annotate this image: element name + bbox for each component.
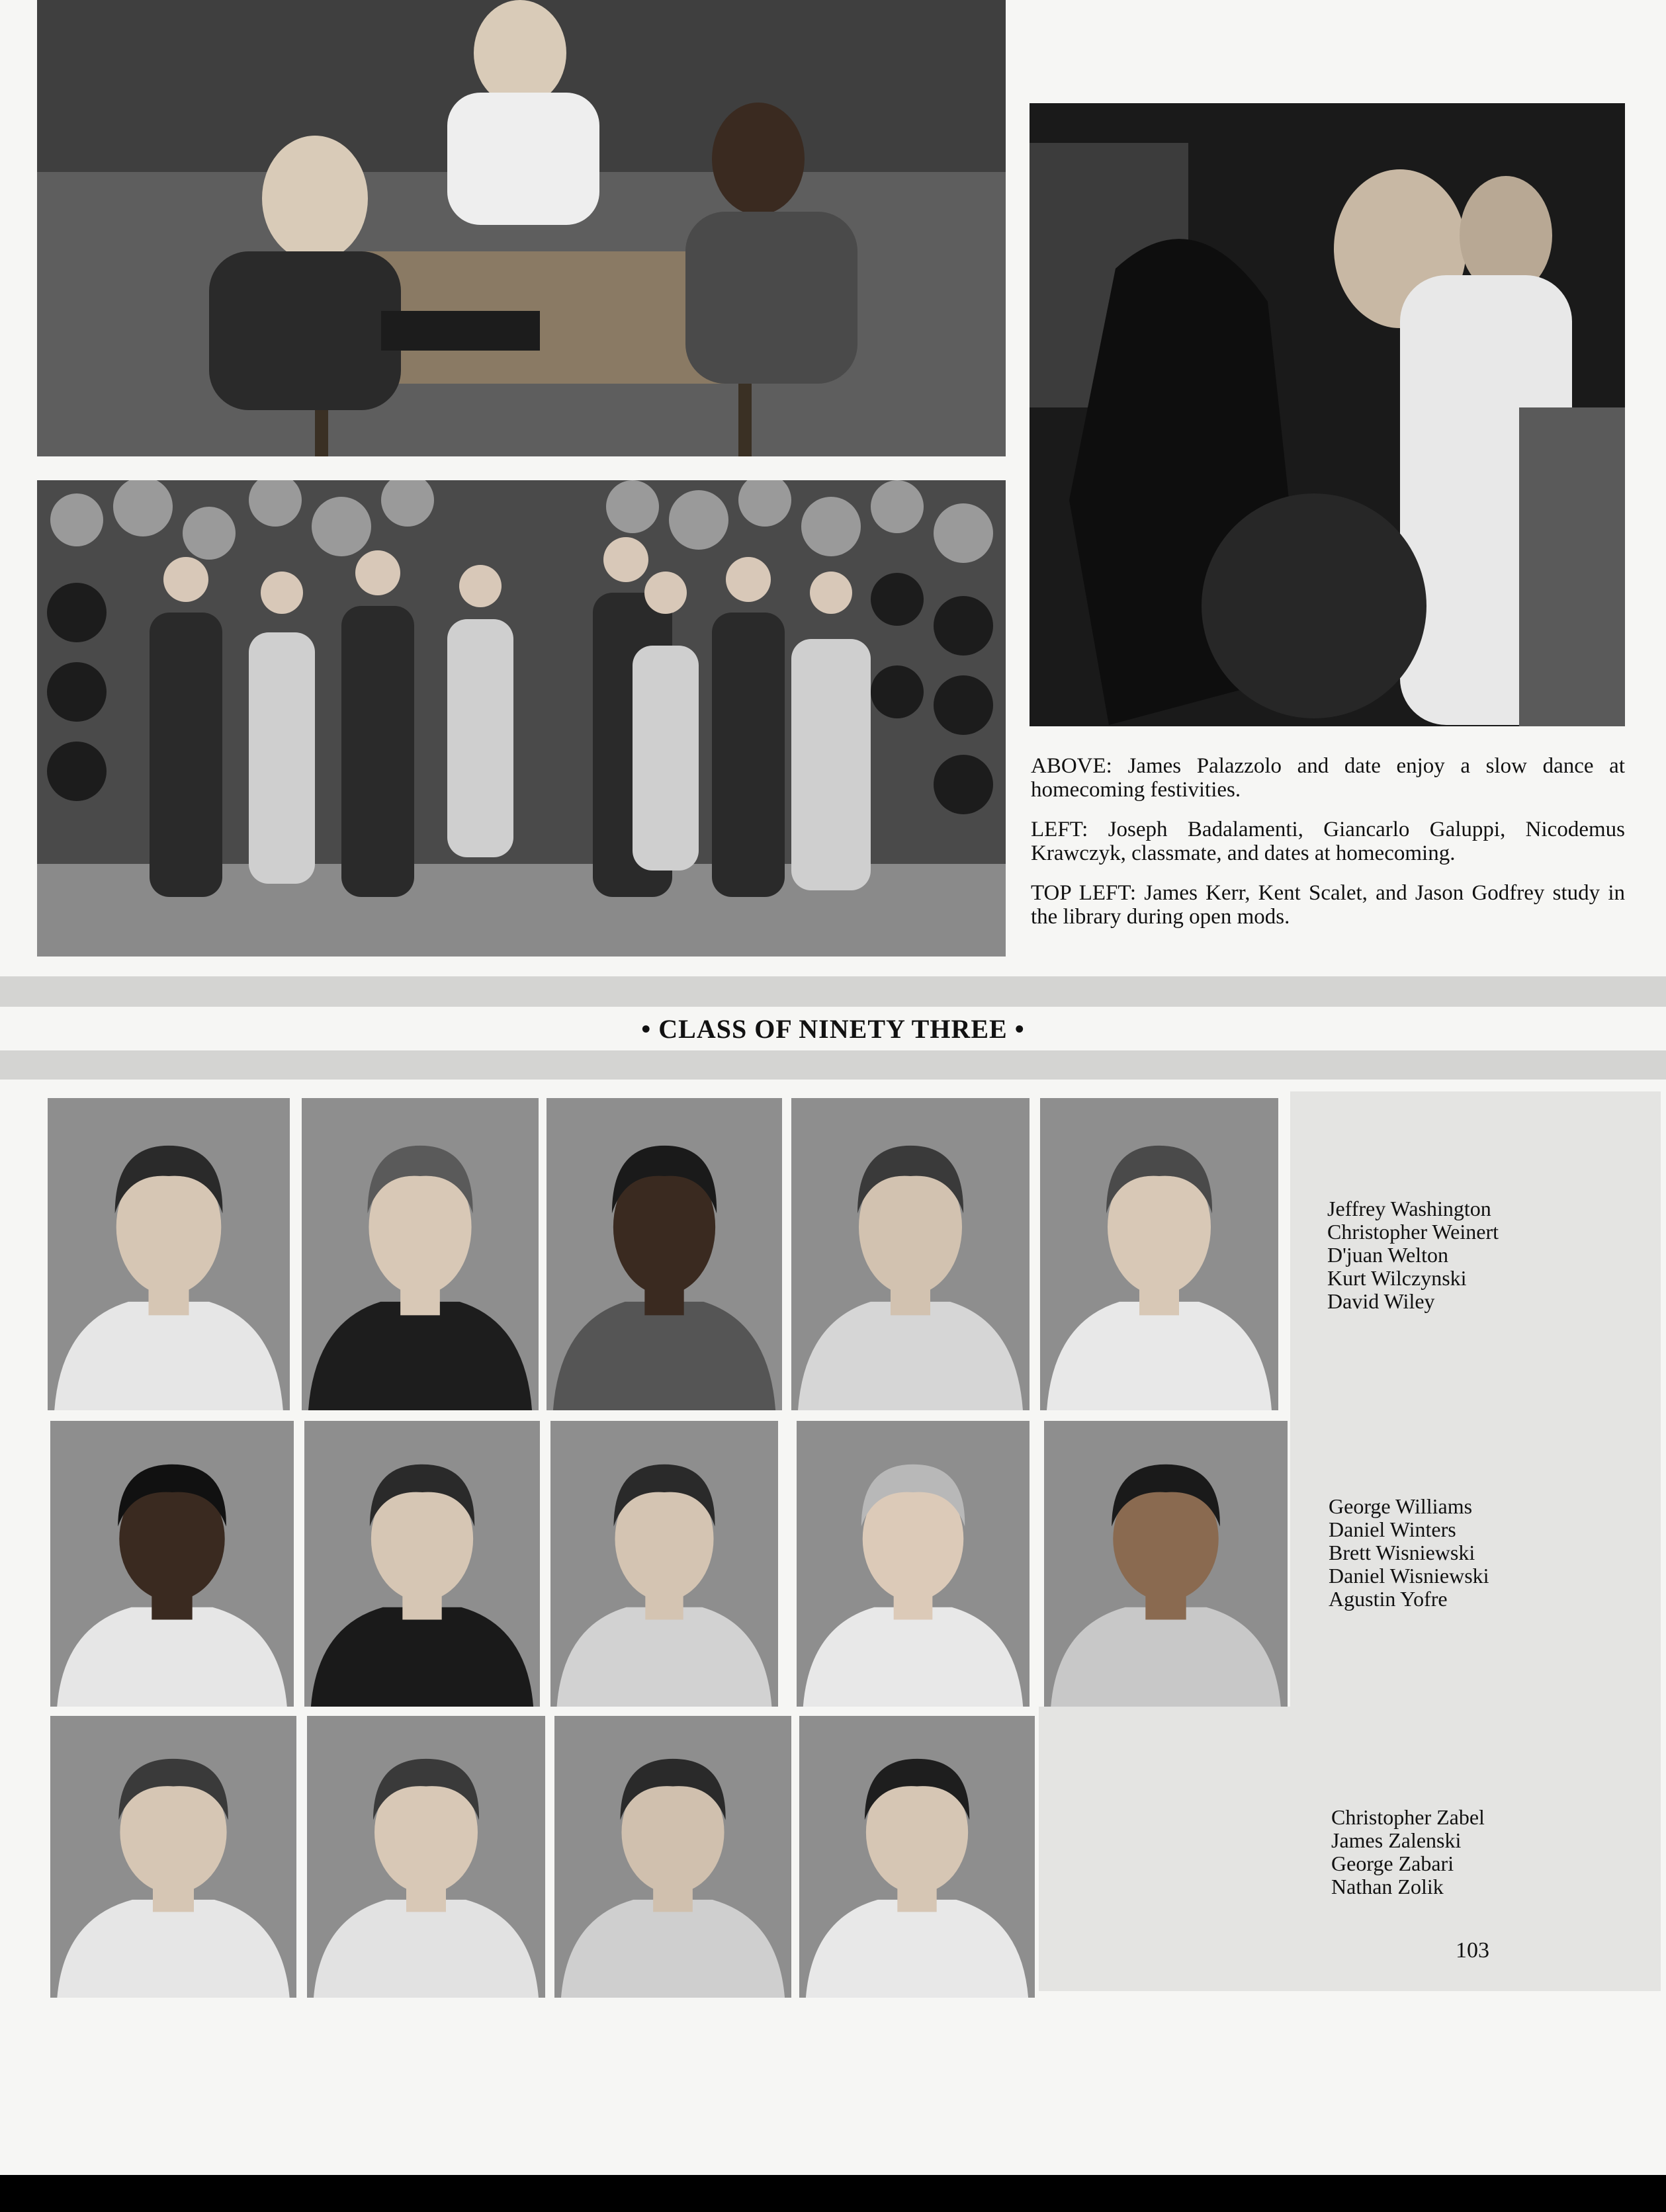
section-heading: • CLASS OF NINETY THREE • [641, 1014, 1025, 1044]
student-portrait [1040, 1098, 1278, 1410]
student-name: Brett Wisniewski [1329, 1541, 1475, 1564]
student-portrait [554, 1716, 791, 1998]
caption-left: LEFT: Joseph Badalamenti, Giancarlo Galuppi, Nicodemus Krawczyk, classmate, and dates at homecoming. [1031, 818, 1625, 865]
student-portrait [791, 1098, 1030, 1410]
student-name: Daniel Wisniewski [1329, 1564, 1489, 1588]
caption-top-left: TOP LEFT: James Kerr, Kent Scalet, and Jason Godfrey study in the library during open mods. [1031, 881, 1625, 929]
name-list-row-2 [1329, 1495, 1489, 1611]
student-portrait [48, 1098, 290, 1410]
student-name: James Zalenski [1331, 1828, 1462, 1852]
name-list-row-1 [1327, 1197, 1499, 1313]
student-portrait [797, 1421, 1030, 1707]
photo-captions [1031, 754, 1625, 945]
name-list-row-3 [1331, 1806, 1485, 1898]
heading-band-top [0, 976, 1666, 1007]
caption-above: ABOVE: James Palazzolo and date enjoy a slow dance at homecoming festivities. [1031, 754, 1625, 802]
student-portrait [1044, 1421, 1288, 1707]
library-photo [37, 0, 1006, 456]
student-portrait [550, 1421, 778, 1707]
student-name: Daniel Winters [1329, 1517, 1456, 1541]
student-portrait [302, 1098, 539, 1410]
page-number: 103 [1456, 1938, 1489, 1963]
student-portrait [50, 1421, 294, 1707]
student-name: Nathan Zolik [1331, 1875, 1444, 1898]
student-portrait [547, 1098, 782, 1410]
student-portrait [307, 1716, 545, 1998]
student-name: D'juan Welton [1327, 1243, 1449, 1267]
student-portrait [799, 1716, 1035, 1998]
student-name: Christopher Weinert [1327, 1220, 1499, 1244]
student-name: David Wiley [1327, 1289, 1435, 1313]
student-portrait [304, 1421, 540, 1707]
student-name: George Zabari [1331, 1851, 1454, 1875]
scan-border [0, 2175, 1666, 2212]
student-name: Jeffrey Washington [1327, 1197, 1491, 1220]
student-portrait [50, 1716, 296, 1998]
student-name: George Williams [1329, 1494, 1473, 1518]
group-photo [37, 480, 1006, 957]
slow-dance-photo [1030, 103, 1625, 726]
student-name: Kurt Wilczynski [1327, 1266, 1467, 1290]
student-name: Christopher Zabel [1331, 1805, 1485, 1829]
heading-band-bottom [0, 1050, 1666, 1080]
student-name: Agustin Yofre [1329, 1587, 1448, 1611]
